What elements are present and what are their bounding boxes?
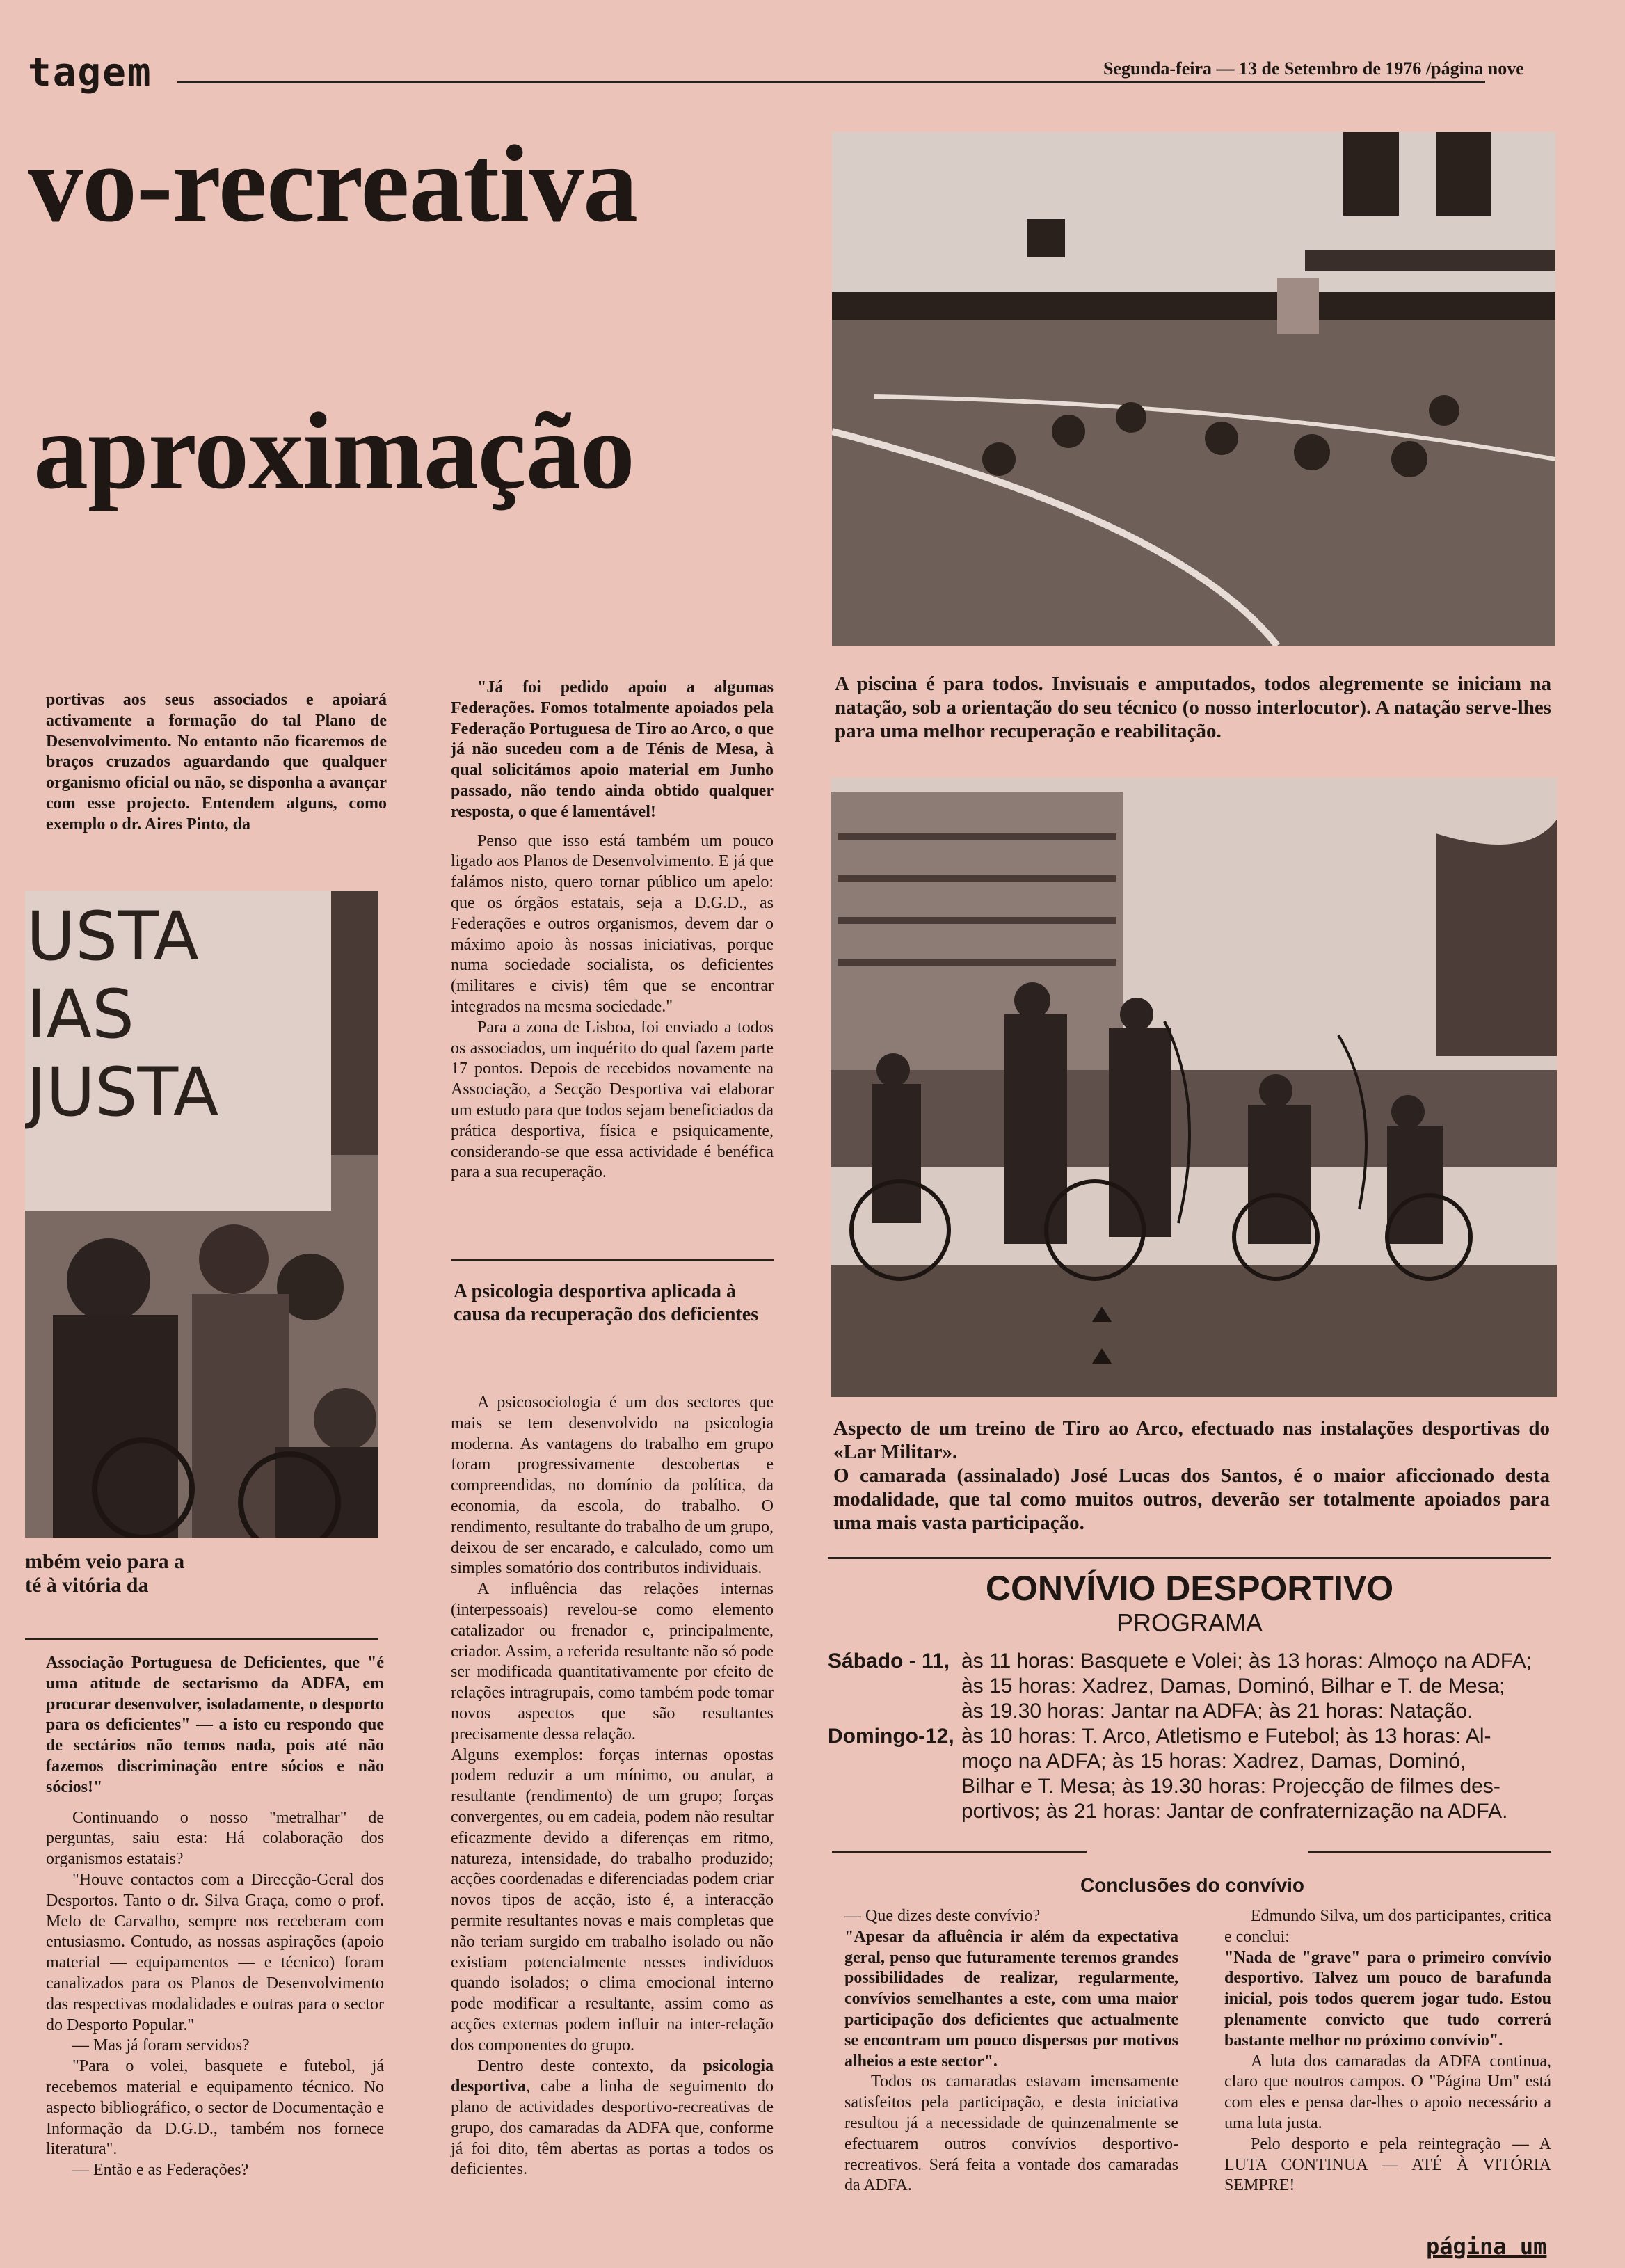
program-rule-right <box>1308 1851 1551 1853</box>
conclusions-left: — Que dizes deste convívio? "Apesar da afluência ir além da expectativa geral, penso que futuramente teremos grandes possibilidades de realizar, regularmente, convívios semelhantes a este, com uma maior participação dos deficientes que actualmente se encontram um pouco dispersos por motivos alheios a este sector". Todos os camaradas estavam imensamente satisfeitos pela participação, e desta iniciativa resultou já a necessidade de quinzenalmente se efectuarem outros convívios desportivo-recreativos. Será feita a vontade dos camaradas da ADFA. <box>844 1907 1178 2195</box>
program-title: CONVÍVIO DESPORTIVO <box>985 1569 1394 1608</box>
program-sunday <box>828 1724 1558 1827</box>
footer-signature: página um <box>1426 2233 1547 2260</box>
program-rule-left <box>832 1851 1087 1853</box>
header-date <box>1103 58 1524 79</box>
col2-rule <box>451 1259 774 1261</box>
col1-quote: Associação Portuguesa de Deficientes, que "é uma atitude de sectarismo da ADFA, em procurar desenvolver, isoladamente, o desporto para os deficientes" — a isto eu respondo que de sectários não temos nada, pois até não fazemos discriminação entre sócios e não sócios!" <box>46 1654 384 1796</box>
pool-photo <box>832 132 1555 646</box>
col1-top-text: portivas aos seus associados e apoiará activamente a formação do tal Plano de Desenvolvimento. No entanto não ficaremos de braços cruzados aguardando que qualquer organismo oficial ou não, se disponha a avançar com esse projecto. Entendem alguns, como exemplo o dr. Aires Pinto, da <box>46 691 387 833</box>
pool-caption: A piscina é para todos. Invisuais e amputados, todos alegremente se iniciam na natação, sob a orientação do seu técnico (o nosso interlocutor). A natação serve-lhes para uma melhor recuperação e reabilitação. <box>835 673 1551 742</box>
archery-caption-2: O camarada (assinalado) José Lucas dos Santos, é o maior aficcionado desta modalidade, que tal como muitos outros, deverão ser totalmente apoiados para uma mais vasta participação. <box>833 1464 1550 1534</box>
protest-photo <box>25 891 378 1538</box>
col1-rule <box>25 1638 378 1640</box>
archery-caption-1: Aspecto de um treino de Tiro ao Arco, efectuado nas instalações desportivas do «Lar Militar». <box>833 1417 1550 1463</box>
program-saturday <box>828 1649 1558 1725</box>
col1-cut-text: mbém veio para a té à vitória da <box>25 1550 185 1597</box>
day-schedule: às 11 horas: Basquete e Volei; às 13 horas: Almoço na ADFA; às 15 horas: Xadrez, Damas, Dominó, Bilhar e T. de Mesa; às 19.30 horas: Jantar na ADFA; às 21 horas: Natação. <box>961 1650 1532 1723</box>
day-label: Domingo-12, <box>828 1725 954 1748</box>
day-schedule: às 10 horas: T. Arco, Atletismo e Futebol; às 13 horas: Al- moço na ADFA; às 15 horas: Xadrez, Damas, Dominó, Bilhar e T. Mesa; às 19.30 horas: Projecção de filmes des- portivos; às 21 horas: Jantar de confraternização na ADFA. <box>961 1725 1508 1823</box>
archery-photo-image <box>831 778 1557 1397</box>
page-number: /página nove <box>1425 58 1524 79</box>
header-rule <box>177 81 1485 83</box>
col2-top-text: "Já foi pedido apoio a algumas Federações. Fomos totalmente apoiados pela Federação Portuguesa de Tiro ao Arco, o que já não sucedeu com a de Ténis de Mesa, à qual solicitámos apoio material em Junho passado, não tendo ainda obtido qualquer resposta, o que é lamentável! Penso que isso está também um pouco ligado aos Planos de Desenvolvimento. E já que falámos nisto, quero tornar público um apelo: que os órgãos estatais, seja a D.G.D., as Federações e outros organismos, devem dar o máximo apoio às nossas iniciativas, porque numa sociedade socialista, os deficientes (militares e civis) têm que se encontrar integrados na mesma sociedade." Para a zona de Lisboa, foi enviado a todos os associados, um inquérito do qual fazem parte 17 pontos. Depois de recebidos novamente na Associação, a Secção Desportiva vai elaborar um estudo para que todos sejam beneficiados da prática desportiva, física e psiquicamente, considerando-se que essa actividade é benéfica para a sua recuperação. <box>451 678 774 1182</box>
protest-banner <box>26 897 218 1131</box>
archery-caption <box>833 1416 1550 1535</box>
day-label: Sábado - 11, <box>828 1650 950 1672</box>
col2-quote: "Já foi pedido apoio a algumas Federações. Fomos totalmente apoiados pela Federação Portuguesa de Tiro ao Arco, o que já não sucedeu com a de Ténis de Mesa, à qual solicitámos apoio material em Junho passado, não tendo ainda obtido qualquer resposta, o que é lamentável! <box>451 678 774 821</box>
section-title: tagem <box>28 50 152 95</box>
banner-line-3: JUSTA <box>26 1053 219 1131</box>
headline-line-2: aproximação <box>33 390 634 512</box>
headline-line-1: vo-recreativa <box>28 123 638 245</box>
issue-date: Segunda-feira — 13 de Setembro de 1976 <box>1103 58 1422 79</box>
col2-bottom-text: A psicosociologia é um dos sectores que mais se tem desenvolvido na psicologia moderna. As vantagens do trabalho em grupo foram progressivamente descobertas e compreendidas, no domínio da política, da economia, da escola, do trabalho. O rendimento, resultante do trabalho de um grupo, deixou de ser encarado, e calculado, como um simples somatório dos contributos individuais. A influência das relações internas (interpessoais) revelou-se como elemento catalizador ou frenador e, principalmente, criador. Assim, a referida resultante não só pode ser modificada quantitativamente por efeito de relações intragrupais, como também pode tomar novos aspectos que são resultantes precisamente dessa relação. Alguns exemplos: forças internas opostas podem reduzir a um mínimo, ou anular, a resultante (rendimento) de um grupo; forças convergentes, ou em cadeia, podem não resultar eficazmente devido a diferenças em ritmo, natureza, intensidade, do trabalho produzido; acções coordenadas e diferenciadas podem criar novos tipos de acção, isto é, a interacção permite resultantes novas e mais completas que não teriam surgido em trabalho isolado ou não existiam potencialmente nesses indivíduos quando isolados; o clima emocional interno pode modificar a resultante, assim como as acções externas podem influir na inter-relação dos componentes do grupo. Dentro deste contexto, da psicologia desportiva, cabe a linha de seguimento do plano de actividades desportivo-recreativas de grupo, dos camaradas da ADFA que, conforme já foi dito, têm abertas as portas a todos os deficientes. <box>451 1393 774 2179</box>
pool-photo-image <box>832 132 1555 646</box>
col1-bottom-text: Associação Portuguesa de Deficientes, que "é uma atitude de sectarismo da ADFA, em procurar desenvolver, isoladamente, o desporto para os deficientes" — a isto eu respondo que de sectários não temos nada, pois até não fazemos discriminação entre sócios e não sócios!" Continuando o nosso "metralhar" de perguntas, saiu esta: Há colaboração dos organismos estatais? "Houve contactos com a Direcção-Geral dos Desportos. Tanto o dr. Silva Graça, como o prof. Melo de Carvalho, sempre nos receberam com entusiasmo. Contudo, as nossas aspirações (apoio material — equipamentos — e técnico) foram canalizados para os Planos de Desenvolvimento das respectivas modalidades e outras para o sector do Desporto Popular." — Mas já foram servidos? "Para o volei, basquete e futebol, já recebemos material e equipamento técnico. No aspecto bibliográfico, o sector de Documentação e Informação da D.G.D., também nos fornece literatura". — Então e as Federações? <box>46 1654 384 2180</box>
conclusions-right: Edmundo Silva, um dos participantes, critica e conclui: "Nada de "grave" para o primeiro convívio desportivo. Talvez um pouco de barafunda inicial, pois todos querem jogar tudo. Estou plenamente convicto que tudo correrá bastante melhor no próximo convívio". A luta dos camaradas da ADFA continua, claro que noutros campos. O "Página Um" está com eles e pensa dar-lhes o apoio necessário a uma luta justa. Pelo desporto e pela reintegração — A LUTA CONTINUA — ATÉ À VITÓRIA SEMPRE! <box>1224 1907 1551 2195</box>
archery-photo <box>831 778 1557 1397</box>
banner-line-1: USTA <box>26 897 200 975</box>
banner-line-2: IAS <box>26 975 134 1053</box>
col2-subheading: A psicologia desportiva aplicada à causa da recuperação dos deficientes <box>454 1281 759 1325</box>
conclusions-title: Conclusões do convívio <box>1080 1874 1305 1896</box>
program-rule <box>828 1557 1551 1559</box>
program-subtitle: PROGRAMA <box>1116 1608 1263 1637</box>
